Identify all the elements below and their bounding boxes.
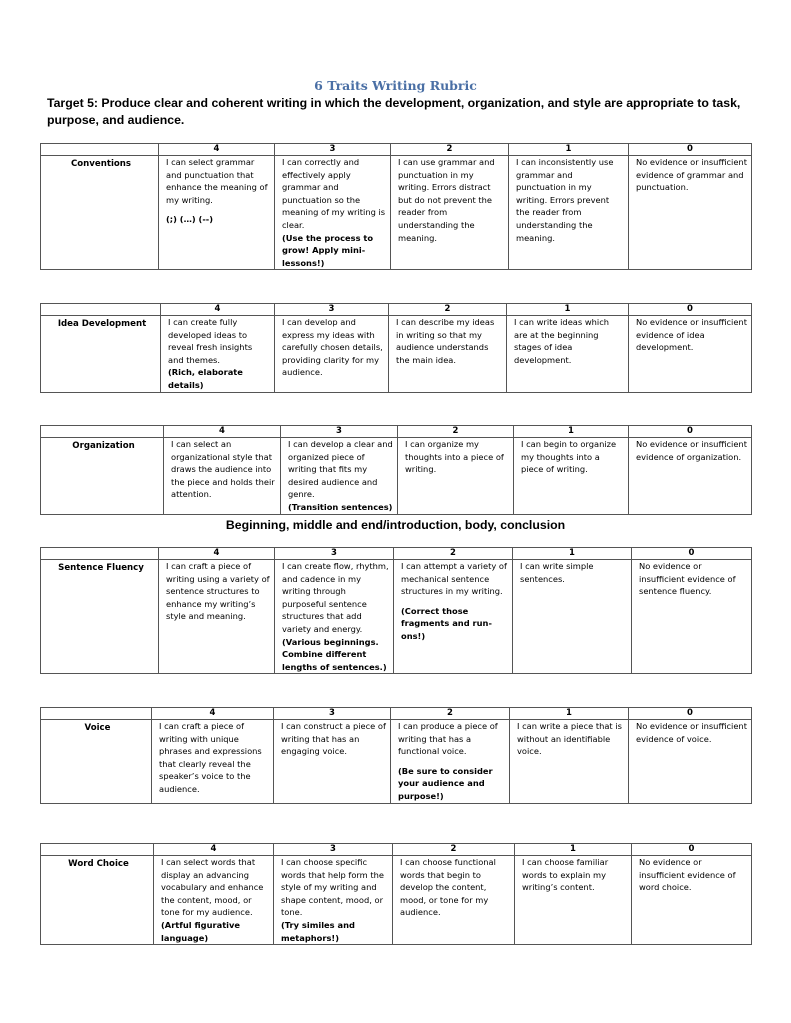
- rubric-table-conventions: [40, 143, 752, 270]
- score-header: 2: [391, 708, 510, 720]
- score-header: 3: [274, 708, 391, 720]
- cell-text: I can attempt a variety of mechanical sentence structures in my writing.: [401, 561, 507, 597]
- rubric-cell: [275, 560, 394, 674]
- cell-text: I can begin to organize my thoughts into a piece of writing.: [521, 439, 617, 475]
- score-header-row: [41, 304, 752, 316]
- score-header: 3: [275, 144, 391, 156]
- rubric-cell: [632, 560, 752, 674]
- rubric-cell: [629, 720, 752, 804]
- cell-text: I can select an organizational style that draws the audience into the piece and holds their attention.: [171, 439, 275, 500]
- rubric-cell: [274, 720, 391, 804]
- organization-note: Beginning, middle and end/introduction, body, conclusion: [225, 518, 566, 532]
- score-header: 1: [513, 548, 632, 560]
- cell-tip: (Try similes and metaphors!): [281, 919, 355, 943]
- header-blank-cell: [41, 548, 159, 560]
- rubric-cell: [629, 438, 752, 515]
- cell-text: I can describe my ideas in writing so that my audience understands the main idea.: [396, 317, 495, 365]
- cell-text: I can craft a piece of writing using a variety of sentence structures to enhance my writing’s style and meaning.: [166, 561, 270, 622]
- rubric-cell: [507, 316, 629, 393]
- trait-row: [41, 560, 752, 674]
- cell-tip: (Use the process to grow! Apply mini-lessons!): [282, 232, 374, 268]
- score-header: 0: [629, 708, 752, 720]
- score-header: 4: [159, 548, 275, 560]
- trait-row: [41, 720, 752, 804]
- rubric-cell: [275, 316, 389, 393]
- header-blank-cell: [41, 304, 161, 316]
- header-blank-cell: [41, 844, 154, 856]
- header-blank-cell: [41, 708, 152, 720]
- rubric-cell: [513, 560, 632, 674]
- cell-text: I can craft a piece of writing with unique phrases and expressions that clearly reveal the speaker’s voice to the audience.: [159, 721, 262, 794]
- score-header: 0: [629, 304, 752, 316]
- cell-text: I can produce a piece of writing that has a functional voice.: [398, 721, 498, 757]
- trait-name: Organization: [41, 438, 164, 515]
- cell-text: No evidence or insufficient evidence of idea development.: [636, 317, 747, 353]
- cell-text: I can choose specific words that help form the style of my writing and shape content, mood, or tone.: [281, 857, 385, 918]
- rubric-table-idea-development: [40, 303, 752, 393]
- score-header: 2: [398, 426, 514, 438]
- score-header-row: [41, 844, 752, 856]
- score-header: 4: [161, 304, 275, 316]
- score-header: 4: [159, 144, 275, 156]
- trait-name: Conventions: [41, 156, 159, 270]
- cell-text: I can select words that display an advancing vocabulary and enhance the content, mood, or tone for my audience.: [161, 857, 264, 918]
- score-header-row: [41, 708, 752, 720]
- trait-row: [41, 156, 752, 270]
- punctuation-examples: (;) (…) (--): [166, 214, 214, 225]
- rubric-cell: [152, 720, 274, 804]
- rubric-table-word-choice: [40, 843, 752, 945]
- cell-text: I can create flow, rhythm, and cadence in my writing through purposeful sentence structures that add variety and energy.: [282, 561, 389, 634]
- rubric-cell: [159, 560, 275, 674]
- rubric-cell: [509, 156, 629, 270]
- score-header: 0: [629, 426, 752, 438]
- rubric-cell: [391, 720, 510, 804]
- rubric-cell: [389, 316, 507, 393]
- score-header: 3: [281, 426, 398, 438]
- score-header: 0: [632, 548, 752, 560]
- cell-text: I can construct a piece of writing that has an engaging voice.: [281, 721, 386, 757]
- cell-tip: (Various beginnings. Combine different lengths of sentences.): [282, 636, 387, 672]
- score-header: 4: [154, 844, 274, 856]
- header-blank-cell: [41, 144, 159, 156]
- rubric-cell: [398, 438, 514, 515]
- cell-text: I can develop and express my ideas with carefully chosen details, providing clarity for my audience.: [282, 317, 383, 378]
- rubric-table-organization: [40, 425, 752, 515]
- rubric-table-voice: [40, 707, 752, 804]
- cell-text: No evidence or insufficient evidence of organization.: [636, 439, 747, 462]
- score-header: 1: [514, 426, 629, 438]
- cell-text: No evidence or insufficient evidence of word choice.: [639, 857, 736, 893]
- trait-row: [41, 856, 752, 945]
- trait-name: Sentence Fluency: [41, 560, 159, 674]
- rubric-cell: [391, 156, 509, 270]
- rubric-cell: [510, 720, 629, 804]
- score-header: 3: [275, 304, 389, 316]
- rubric-cell: [514, 438, 629, 515]
- score-header: 1: [507, 304, 629, 316]
- cell-text: No evidence or insufficient evidence of sentence fluency.: [639, 561, 736, 597]
- cell-text: I can inconsistently use grammar and punctuation in my writing. Errors prevent the reader from understanding the meaning.: [516, 157, 614, 243]
- score-header: 2: [389, 304, 507, 316]
- score-header: 0: [632, 844, 752, 856]
- score-header-row: [41, 144, 752, 156]
- page-title: 6 Traits Writing Rubric: [314, 78, 477, 93]
- rubric-table-sentence-fluency: [40, 547, 752, 674]
- rubric-cell: [275, 156, 391, 270]
- trait-name: Word Choice: [41, 856, 154, 945]
- cell-text: I can correctly and effectively apply grammar and punctuation so the meaning of my writing is clear.: [282, 157, 386, 230]
- target-statement: Target 5: Produce clear and coherent writing in which the development, organization, and style are appropriate to task, purpose, and audience.: [47, 96, 741, 127]
- score-header-row: [41, 426, 752, 438]
- score-header: 1: [515, 844, 632, 856]
- rubric-cell: [629, 316, 752, 393]
- cell-text: I can write a piece that is without an identifiable voice.: [517, 721, 622, 757]
- rubric-cell: [629, 156, 752, 270]
- rubric-cell: [154, 856, 274, 945]
- cell-text: I can write simple sentences.: [520, 561, 594, 584]
- score-header: 3: [275, 548, 394, 560]
- trait-name: Voice: [41, 720, 152, 804]
- trait-row: [41, 316, 752, 393]
- cell-text: No evidence or insufficient evidence of grammar and punctuation.: [636, 157, 747, 193]
- cell-text: I can choose familiar words to explain my writing’s content.: [522, 857, 609, 893]
- score-header: 4: [152, 708, 274, 720]
- score-header: 1: [510, 708, 629, 720]
- score-header: 2: [393, 844, 515, 856]
- cell-text: I can use grammar and punctuation in my writing. Errors distract but do not prevent the reader from understanding the meaning.: [398, 157, 495, 243]
- rubric-cell: [632, 856, 752, 945]
- trait-name: Idea Development: [41, 316, 161, 393]
- cell-tip: (Be sure to consider your audience and purpose!): [398, 765, 493, 801]
- cell-tip: (Correct those fragments and run-ons!): [401, 605, 492, 641]
- trait-row: [41, 438, 752, 515]
- cell-text: I can select grammar and punctuation that enhance the meaning of my writing.: [166, 157, 268, 205]
- cell-tip: (Artful figurative language): [161, 919, 241, 943]
- rubric-cell: [274, 856, 393, 945]
- cell-tip: (Rich, elaborate details): [168, 367, 243, 390]
- cell-text: I can choose functional words that begin to develop the content, mood, or tone for my audience.: [400, 857, 496, 918]
- cell-text: I can create fully developed ideas to reveal fresh insights and themes.: [168, 317, 253, 365]
- cell-text: I can develop a clear and organized piece of writing that fits my desired audience and genre.: [288, 439, 393, 500]
- rubric-cell: [393, 856, 515, 945]
- score-header: 0: [629, 144, 752, 156]
- score-header: 2: [391, 144, 509, 156]
- header-blank-cell: [41, 426, 164, 438]
- score-header: 2: [394, 548, 513, 560]
- rubric-cell: [164, 438, 281, 515]
- cell-text: I can organize my thoughts into a piece of writing.: [405, 439, 504, 475]
- cell-text: No evidence or insufficient evidence of voice.: [636, 721, 747, 744]
- rubric-cell: [515, 856, 632, 945]
- cell-tip: (Transition sentences): [288, 501, 393, 512]
- rubric-cell: [161, 316, 275, 393]
- rubric-cell: [281, 438, 398, 515]
- rubric-cell: [159, 156, 275, 270]
- score-header: 3: [274, 844, 393, 856]
- score-header-row: [41, 548, 752, 560]
- score-header: 1: [509, 144, 629, 156]
- score-header: 4: [164, 426, 281, 438]
- rubric-cell: [394, 560, 513, 674]
- cell-text: I can write ideas which are at the beginning stages of idea development.: [514, 317, 610, 365]
